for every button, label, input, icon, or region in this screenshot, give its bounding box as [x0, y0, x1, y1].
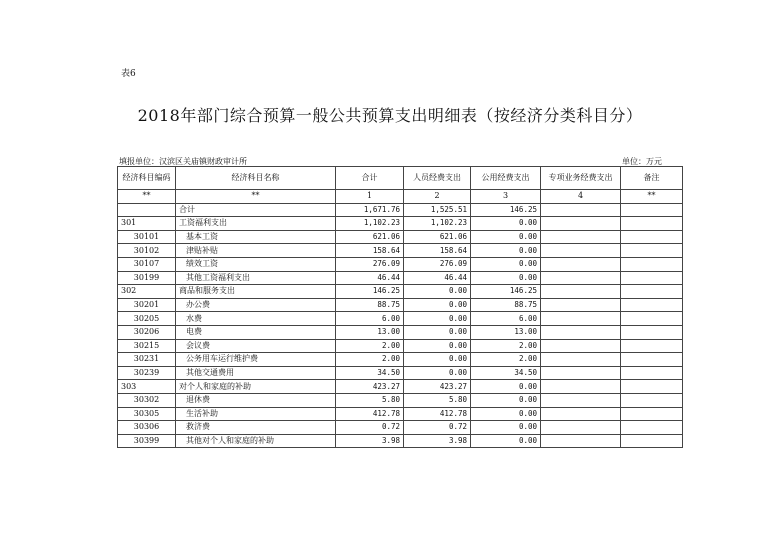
- personnel-cell: 46.44: [404, 271, 471, 285]
- name-cell: 生活补助: [176, 407, 336, 421]
- personnel-cell: 0.00: [404, 298, 471, 312]
- total-cell: 3.98: [336, 434, 404, 448]
- personnel-cell: 158.64: [404, 244, 471, 258]
- total-cell: 158.64: [336, 244, 404, 258]
- special-cell: [541, 366, 621, 380]
- personnel-cell: 0.00: [404, 339, 471, 353]
- note-cell: [621, 298, 683, 312]
- public-cell: 13.00: [471, 325, 541, 339]
- index-cell: **: [118, 190, 176, 204]
- code-cell: 30305: [118, 407, 176, 421]
- index-cell: 4: [541, 190, 621, 204]
- page-title: 2018年部门综合预算一般公共预算支出明细表（按经济分类科目分）: [137, 106, 643, 125]
- total-cell: 146.25: [336, 285, 404, 299]
- header-row: [118, 167, 683, 190]
- table-row: [118, 393, 683, 407]
- code-cell: 30102: [118, 244, 176, 258]
- special-cell: [541, 203, 621, 217]
- note-cell: [621, 421, 683, 435]
- public-cell: 0.00: [471, 407, 541, 421]
- note-cell: [621, 203, 683, 217]
- name-cell: 商品和服务支出: [176, 285, 336, 299]
- header-public: 公用经费支出: [471, 167, 541, 190]
- table-row: [118, 257, 683, 271]
- total-cell: 412.78: [336, 407, 404, 421]
- public-cell: 146.25: [471, 203, 541, 217]
- public-cell: 0.00: [471, 257, 541, 271]
- note-cell: [621, 325, 683, 339]
- special-cell: [541, 393, 621, 407]
- personnel-cell: 0.00: [404, 312, 471, 326]
- public-cell: 0.00: [471, 244, 541, 258]
- total-cell: 46.44: [336, 271, 404, 285]
- note-cell: [621, 244, 683, 258]
- header-personnel: 人员经费支出: [404, 167, 471, 190]
- code-cell: 30199: [118, 271, 176, 285]
- table-row: [118, 339, 683, 353]
- personnel-cell: 0.00: [404, 325, 471, 339]
- index-cell: 2: [404, 190, 471, 204]
- personnel-cell: 0.00: [404, 285, 471, 299]
- public-cell: 0.00: [471, 230, 541, 244]
- currency-unit: 单位：万元: [622, 157, 662, 166]
- total-cell: 88.75: [336, 298, 404, 312]
- special-cell: [541, 271, 621, 285]
- note-cell: [621, 380, 683, 394]
- note-cell: [621, 217, 683, 231]
- special-cell: [541, 244, 621, 258]
- special-cell: [541, 217, 621, 231]
- public-cell: 0.00: [471, 434, 541, 448]
- code-cell: 30231: [118, 353, 176, 367]
- code-cell: [118, 203, 176, 217]
- note-cell: [621, 271, 683, 285]
- name-cell: 会议费: [176, 339, 336, 353]
- code-cell: 30101: [118, 230, 176, 244]
- note-cell: [621, 230, 683, 244]
- code-cell: 30206: [118, 325, 176, 339]
- personnel-cell: 423.27: [404, 380, 471, 394]
- name-cell: 救济费: [176, 421, 336, 435]
- total-cell: 621.06: [336, 230, 404, 244]
- table-row: [118, 366, 683, 380]
- personnel-cell: 0.00: [404, 366, 471, 380]
- special-cell: [541, 353, 621, 367]
- personnel-cell: 621.06: [404, 230, 471, 244]
- special-cell: [541, 380, 621, 394]
- public-cell: 2.00: [471, 353, 541, 367]
- table-row: [118, 325, 683, 339]
- personnel-cell: 3.98: [404, 434, 471, 448]
- code-cell: 30399: [118, 434, 176, 448]
- code-cell: 302: [118, 285, 176, 299]
- table-row: [118, 230, 683, 244]
- code-cell: 30239: [118, 366, 176, 380]
- personnel-cell: 412.78: [404, 407, 471, 421]
- name-cell: 津贴补贴: [176, 244, 336, 258]
- name-cell: 绩效工资: [176, 257, 336, 271]
- name-cell: 其他工资福利支出: [176, 271, 336, 285]
- note-cell: [621, 257, 683, 271]
- total-cell: 423.27: [336, 380, 404, 394]
- special-cell: [541, 257, 621, 271]
- public-cell: 0.00: [471, 393, 541, 407]
- code-cell: 30215: [118, 339, 176, 353]
- personnel-cell: 1,102.23: [404, 217, 471, 231]
- note-cell: [621, 407, 683, 421]
- special-cell: [541, 407, 621, 421]
- table-row: [118, 312, 683, 326]
- index-cell: **: [176, 190, 336, 204]
- table-row: [118, 298, 683, 312]
- name-cell: 其他交通费用: [176, 366, 336, 380]
- code-cell: 30107: [118, 257, 176, 271]
- total-cell: 0.72: [336, 421, 404, 435]
- special-cell: [541, 325, 621, 339]
- special-cell: [541, 421, 621, 435]
- total-cell: 5.80: [336, 393, 404, 407]
- code-cell: 30302: [118, 393, 176, 407]
- total-cell: 2.00: [336, 339, 404, 353]
- header-code: 经济科目编码: [118, 167, 176, 190]
- name-cell: 退休费: [176, 393, 336, 407]
- total-cell: 276.09: [336, 257, 404, 271]
- personnel-cell: 5.80: [404, 393, 471, 407]
- public-cell: 0.00: [471, 380, 541, 394]
- public-cell: 0.00: [471, 217, 541, 231]
- special-cell: [541, 285, 621, 299]
- name-cell: 电费: [176, 325, 336, 339]
- name-cell: 对个人和家庭的补助: [176, 380, 336, 394]
- public-cell: 146.25: [471, 285, 541, 299]
- special-cell: [541, 298, 621, 312]
- table-row: [118, 407, 683, 421]
- personnel-cell: 0.72: [404, 421, 471, 435]
- personnel-cell: 276.09: [404, 257, 471, 271]
- public-cell: 88.75: [471, 298, 541, 312]
- table-row: [118, 434, 683, 448]
- note-cell: [621, 285, 683, 299]
- table-row: [118, 285, 683, 299]
- table-row: [118, 271, 683, 285]
- total-cell: 1,671.76: [336, 203, 404, 217]
- note-cell: [621, 312, 683, 326]
- budget-table: [117, 166, 683, 448]
- code-cell: 30306: [118, 421, 176, 435]
- table-row: [118, 421, 683, 435]
- special-cell: [541, 434, 621, 448]
- total-cell: 1,102.23: [336, 217, 404, 231]
- name-cell: 工资福利支出: [176, 217, 336, 231]
- personnel-cell: 0.00: [404, 353, 471, 367]
- special-cell: [541, 312, 621, 326]
- header-total: 合计: [336, 167, 404, 190]
- index-cell: 3: [471, 190, 541, 204]
- note-cell: [621, 393, 683, 407]
- name-cell: 基本工资: [176, 230, 336, 244]
- reporting-unit: 填报单位：汉滨区关庙镇财政审计所: [119, 157, 247, 166]
- public-cell: 2.00: [471, 339, 541, 353]
- name-cell: 水费: [176, 312, 336, 326]
- name-cell: 合计: [176, 203, 336, 217]
- header-note: 备注: [621, 167, 683, 190]
- table-row: [118, 353, 683, 367]
- public-cell: 34.50: [471, 366, 541, 380]
- code-cell: 303: [118, 380, 176, 394]
- table-row: [118, 203, 683, 217]
- total-cell: 13.00: [336, 325, 404, 339]
- table-body: [118, 203, 683, 448]
- note-cell: [621, 366, 683, 380]
- total-cell: 6.00: [336, 312, 404, 326]
- form-number: 表6: [121, 69, 136, 79]
- index-row: [118, 190, 683, 204]
- name-cell: 其他对个人和家庭的补助: [176, 434, 336, 448]
- table-row: [118, 217, 683, 231]
- index-cell: **: [621, 190, 683, 204]
- special-cell: [541, 339, 621, 353]
- header-name: 经济科目名称: [176, 167, 336, 190]
- table-row: [118, 380, 683, 394]
- note-cell: [621, 434, 683, 448]
- note-cell: [621, 339, 683, 353]
- header-special: 专项业务经费支出: [541, 167, 621, 190]
- total-cell: 34.50: [336, 366, 404, 380]
- name-cell: 公务用车运行维护费: [176, 353, 336, 367]
- code-cell: 30201: [118, 298, 176, 312]
- special-cell: [541, 230, 621, 244]
- name-cell: 办公费: [176, 298, 336, 312]
- table-row: [118, 244, 683, 258]
- index-cell: 1: [336, 190, 404, 204]
- code-cell: 30205: [118, 312, 176, 326]
- public-cell: 6.00: [471, 312, 541, 326]
- personnel-cell: 1,525.51: [404, 203, 471, 217]
- public-cell: 0.00: [471, 421, 541, 435]
- note-cell: [621, 353, 683, 367]
- public-cell: 0.00: [471, 271, 541, 285]
- code-cell: 301: [118, 217, 176, 231]
- total-cell: 2.00: [336, 353, 404, 367]
